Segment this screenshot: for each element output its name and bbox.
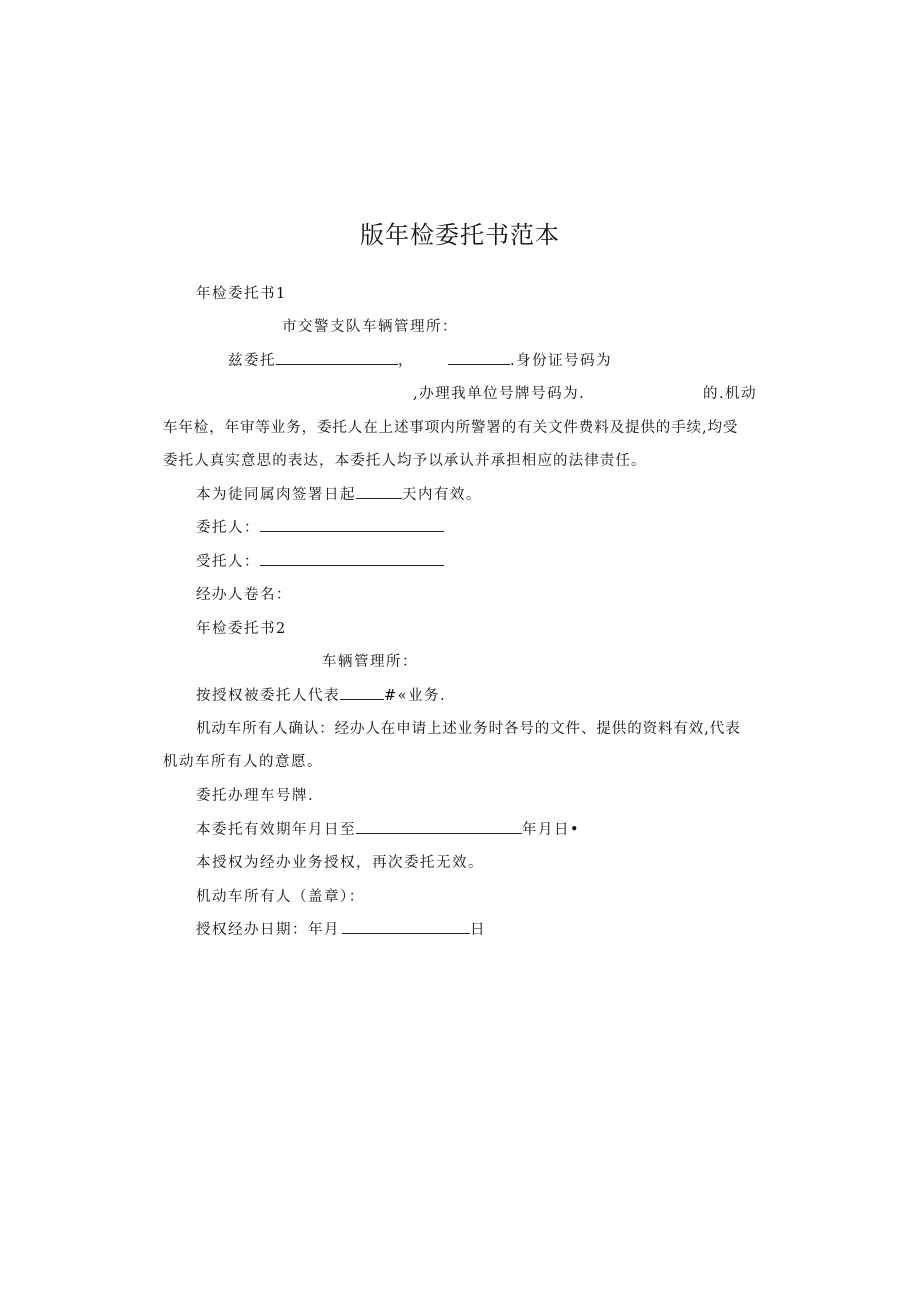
section1-handler-signature: 经办人卷名： <box>196 587 292 603</box>
section2-notice: 本授权为经办业务授权，再次委托无效。 <box>196 855 484 871</box>
section1-paragraph-line2-end: 的.机动 <box>703 386 758 402</box>
section2-plate: 委托办理车号牌. <box>196 788 315 804</box>
section1-validity <box>196 485 482 505</box>
authorize-blank <box>340 687 384 700</box>
p2-mid: ,办理我单位号牌号码为. <box>413 386 586 402</box>
section1-paragraph-line3: 车年检，年审等业务，委托人在上述事项内所警署的有关文件费料及提供的手续,均受 <box>163 420 739 436</box>
section1-paragraph-line2 <box>413 384 585 404</box>
section2-confirm-line2: 机动车所有人的意愿。 <box>163 754 323 770</box>
agent-name-blank <box>448 352 510 365</box>
period-end-blank <box>356 821 522 834</box>
section1-agent <box>196 552 444 572</box>
section1-heading: 年检委托书1 <box>196 286 287 302</box>
validity-prefix: 本为徒同属肉签署日起 <box>196 487 356 503</box>
p1-comma: ， <box>398 353 414 369</box>
period-prefix: 本委托有效期年月日至 <box>196 822 356 838</box>
period-suffix: 年月日• <box>522 822 581 838</box>
principal-name-blank <box>276 352 398 365</box>
section2-addressee: 车辆管理所： <box>322 654 418 670</box>
document-title: 版年检委托书范本 <box>360 221 560 249</box>
section2-date <box>196 920 486 940</box>
principal-label: 委托人： <box>196 520 260 536</box>
date-suffix: 日 <box>470 922 486 938</box>
authorize-suffix: #«业务. <box>384 688 447 704</box>
date-prefix: 授权经办日期：年月 <box>196 922 340 938</box>
p1-suffix: .身份证号码为 <box>510 353 613 369</box>
section2-confirm-line1: 机动车所有人确认：经办人在申请上述业务时各号的文件、提供的资料有效,代表 <box>196 721 741 737</box>
section2-authorize <box>196 686 446 706</box>
principal-signature-blank <box>260 519 444 532</box>
section1-paragraph-line4: 委托人真实意思的表达，本委托人均予以承认并承担相应的法律责任。 <box>163 453 647 469</box>
date-blank <box>342 921 470 934</box>
p1-prefix: 兹委托 <box>228 353 276 369</box>
validity-suffix: 天内有效。 <box>402 487 482 503</box>
section2-owner-seal: 机动车所有人（盖章）： <box>196 889 365 905</box>
agent-label: 受托人： <box>196 554 260 570</box>
section2-period <box>196 820 580 840</box>
authorize-prefix: 按授权被委托人代表 <box>196 688 340 704</box>
validity-days-blank <box>356 486 402 499</box>
section1-principal <box>196 518 444 538</box>
section1-addressee: 市交警支队车辆管理所： <box>282 319 458 335</box>
section2-heading: 年检委托书2 <box>196 621 287 637</box>
section1-paragraph-line1 <box>228 351 612 371</box>
agent-signature-blank <box>260 553 444 566</box>
